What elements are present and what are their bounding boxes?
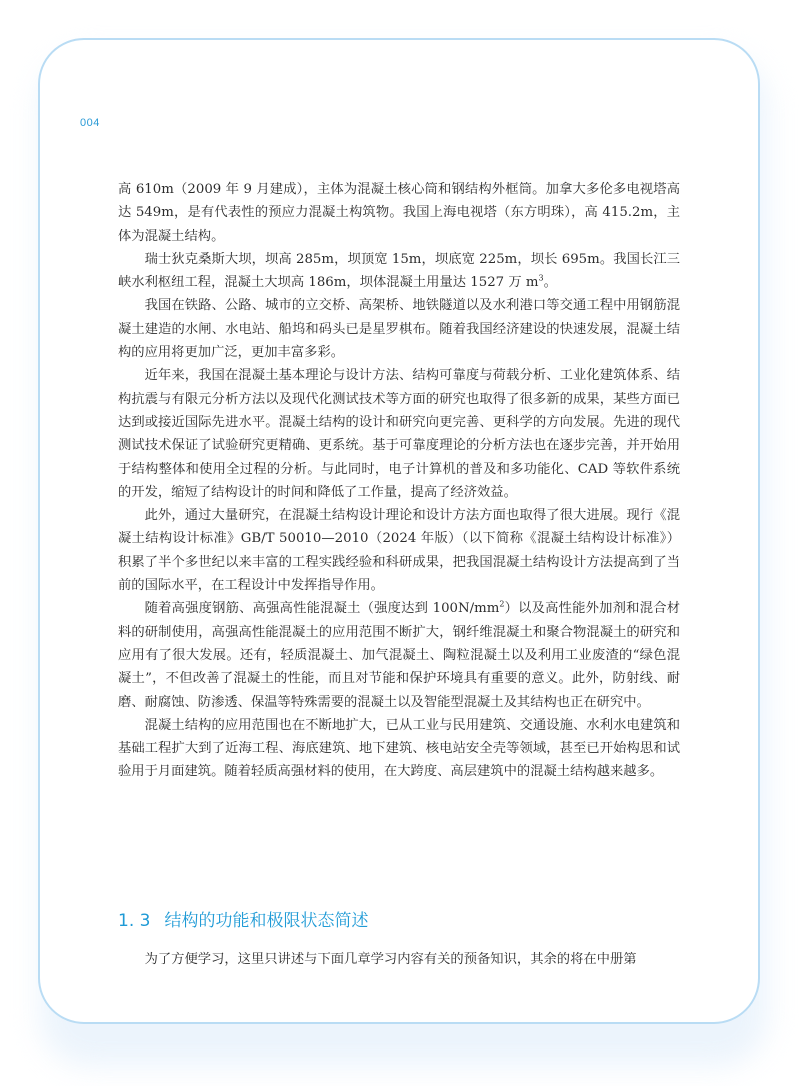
section-number: 1. 3 [118,911,151,931]
paragraph: 高 610m（2009 年 9 月建成），主体为混凝土核心筒和钢结构外框筒。加拿大多伦多电视塔高达 549m，是有代表性的预应力混凝土构筑物。我国上海电视塔（东方明珠），高 415.2m，主体为混凝土结构。 [118,182,680,244]
paragraph: 混凝土结构的应用范围也在不断地扩大，已从工业与民用建筑、交通设施、水利水电建筑和基础工程扩大到了近海工程、海底建筑、地下建筑、核电站安全壳等领域，甚至已开始构思和试验用于月面建筑。随着轻质高强材料的使用，在大跨度、高层建筑中的混凝土结构越来越多。 [118,717,680,780]
superscript: 2 [499,599,505,609]
paragraph: 为了方便学习，这里只讲述与下面几章学习内容有关的预备知识，其余的将在中册第 [144,952,637,967]
paragraph: 近年来，我国在混凝土基本理论与设计方法、结构可靠度与荷载分析、工业化建筑体系、结构抗震与有限元分析方法以及现代化测试技术等方面的研究也取得了很多新的成果，某些方面已达到或接近国际先进水平。混凝土结构的设计和研究向更完善、更科学的方向发展。先进的现代测试技术保证了试验研究更精确、更系统。基于可靠度理论的分析方法也在逐步完善，并开始用于结构整体和使用全过程的分析。与此同时，电子计算机的普及和多功能化、CAD 等软件系统的开发，缩短了结构设计的时间和降低了工作量，提高了经济效益。 [118,368,680,500]
paragraph-text: 。 [543,275,557,291]
section-title: 结构的功能和极限状态简述 [164,911,369,931]
paragraph: 此外，通过大量研究，在混凝土结构设计理论和设计方法方面也取得了很大进展。现行《混凝土结构设计标准》GB/T 50010—2010（2024 年版）（以下简称《混凝土结构设计标准》）积累了半个多世纪以来丰富的工程实践经验和科研成果，把我国混凝土结构设计方法提高到了当前的国际水平，在工程设计中发挥指导作用。 [118,508,680,594]
paragraph [118,597,680,713]
paragraph [118,248,680,295]
section-heading [118,906,368,931]
paragraph-text: 随着高强度钢筋、高强高性能混凝土（强度达到 100N/mm [144,601,500,617]
paragraph-text: ）以及高性能外加剂和混合材料的研制使用，高强高性能混凝土的应用范围不断扩大，钢纤维混凝土和聚合物混凝土的研究和应用有了很大发展。还有，轻质混凝土、加气混凝土、陶粒混凝土以及利用工业废渣的“绿色混凝土”，不但改善了混凝土的性能，而且对节能和保护环境具有重要的意义。此外，防射线、耐磨、耐腐蚀、防渗透、保温等特殊需要的混凝土以及智能型混凝土及其结构也正在研究中。 [118,601,680,710]
paragraph: 我国在铁路、公路、城市的立交桥、高架桥、地铁隧道以及水利港口等交通工程中用钢筋混凝土建造的水闸、水电站、船坞和码头已是星罗棋布。随着我国经济建设的快速发展，混凝土结构的应用将更加广泛，更加丰富多彩。 [118,298,680,361]
body-text [118,178,680,784]
paragraph-text: 瑞士狄克桑斯大坝，坝高 285m，坝顶宽 15m，坝底宽 225m，坝长 695m。我国长江三峡水利枢纽工程，混凝土大坝高 186m，坝体混凝土用量达 1527 万 m [118,251,680,291]
superscript: 3 [538,273,544,283]
page-number: 004 [80,117,100,129]
